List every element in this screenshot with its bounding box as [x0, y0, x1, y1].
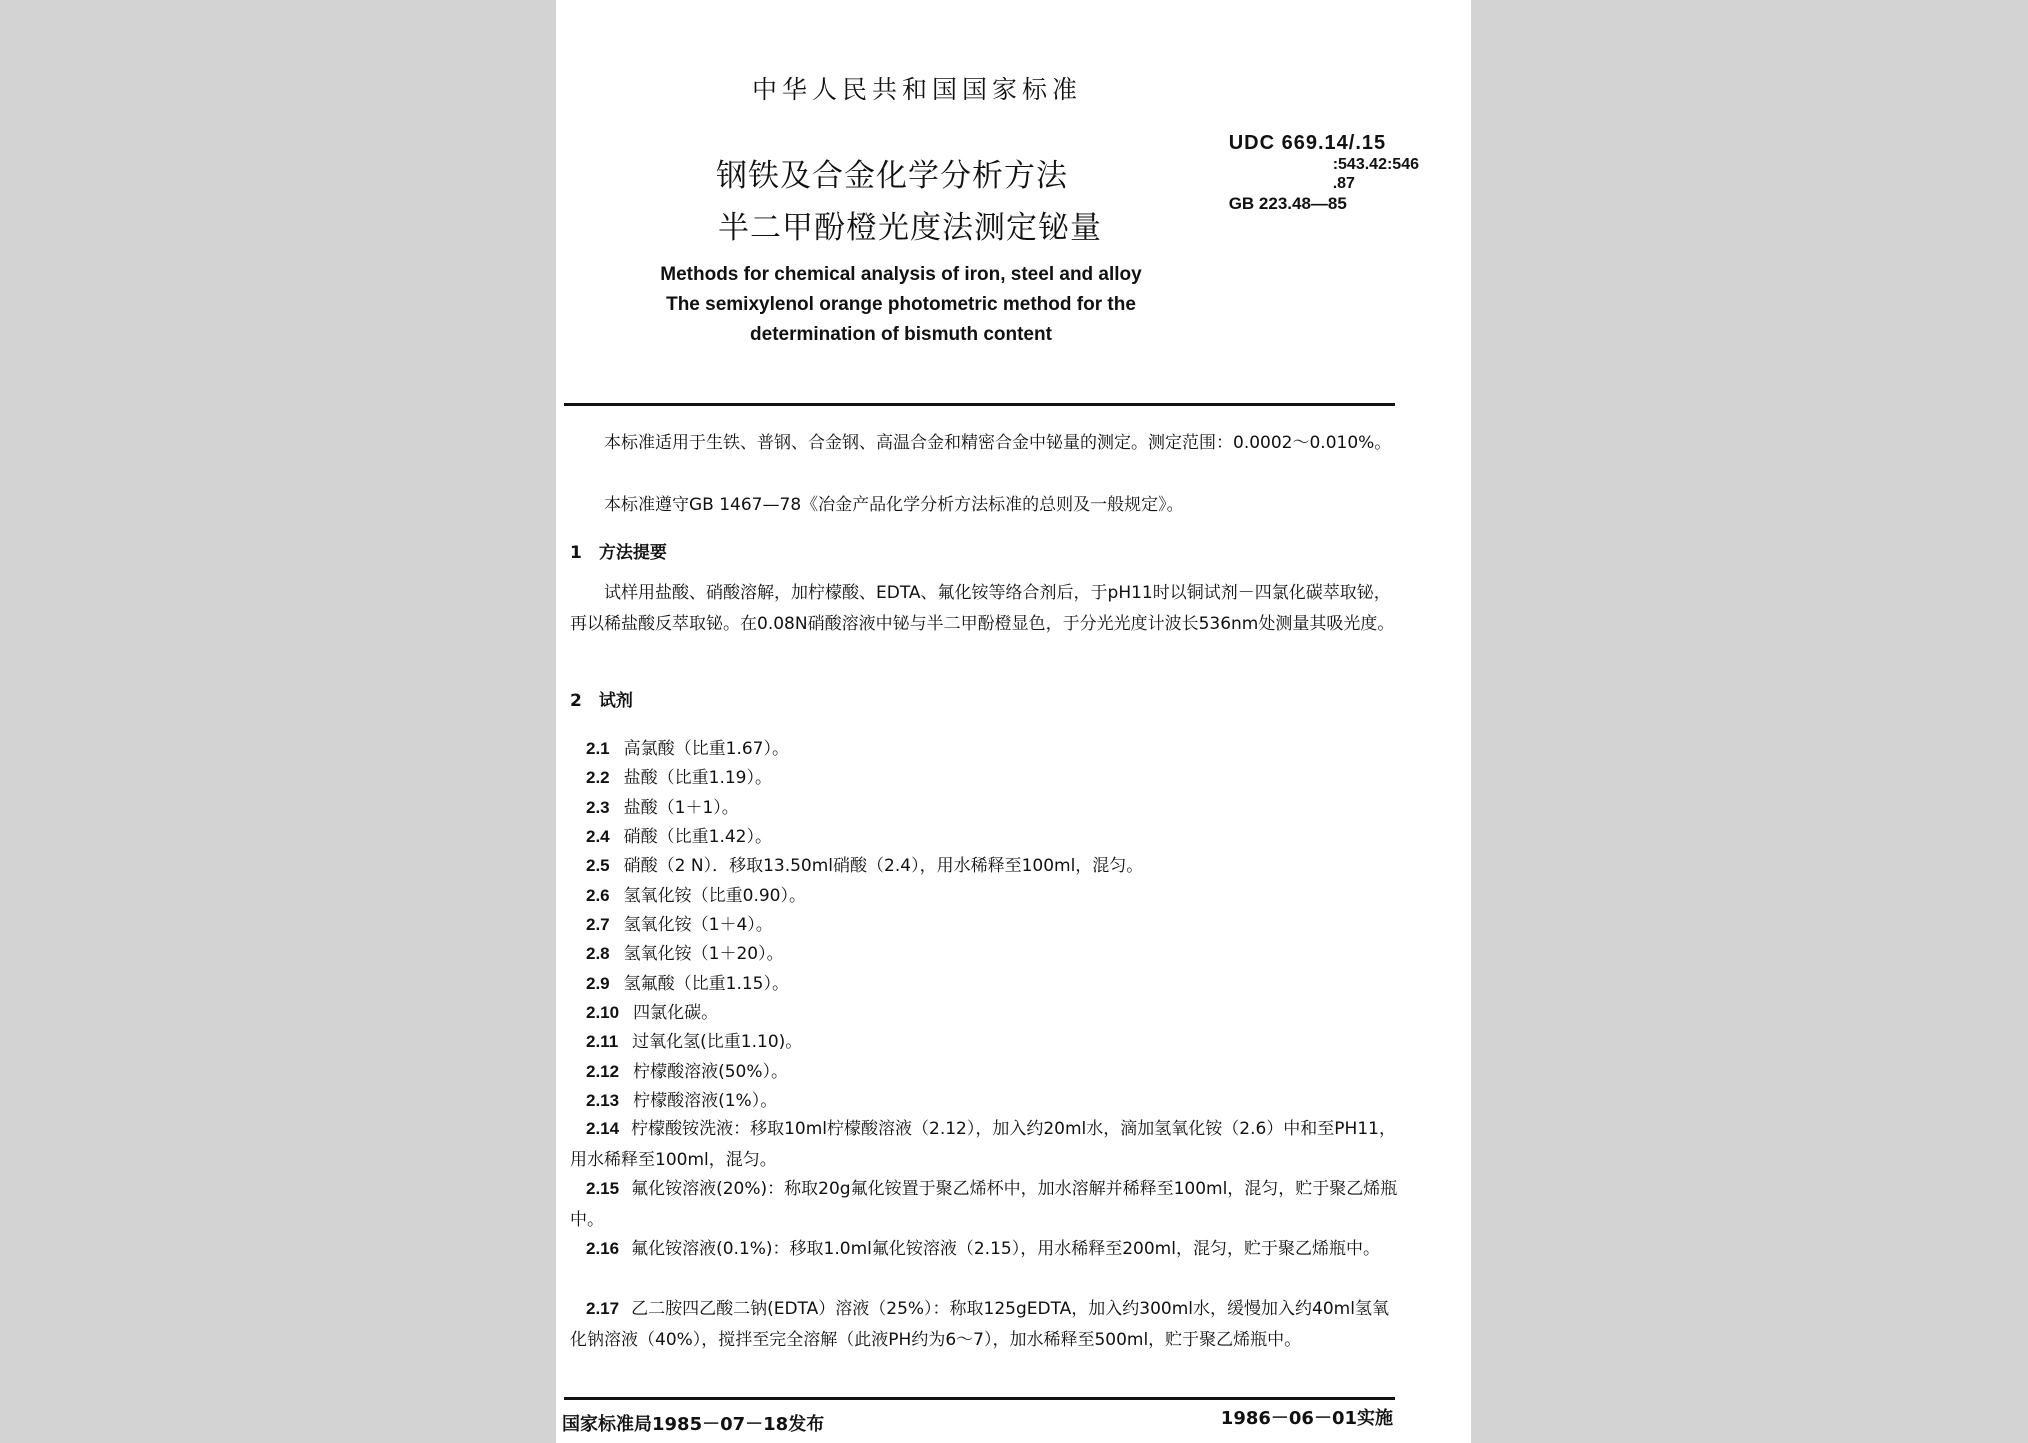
reagent-number: 2.17 [586, 1299, 620, 1318]
udc-code-line3: .87 [1332, 175, 1355, 192]
title-cn-line2: 半二甲酚橙光度法测定铋量 [718, 210, 1102, 246]
gb-number: GB 223.48—85 [1228, 194, 1347, 213]
reagent-number: 2.7 [586, 915, 610, 934]
reagent-number: 2.6 [586, 886, 610, 905]
reagent-item [586, 1057, 788, 1082]
reagent-text: 氟化铵溶液(20%)：称取20g氟化铵置于聚乙烯杯中，加水溶解并稀释至100ml，混匀，贮于聚乙烯瓶中。 [570, 1179, 1398, 1230]
reagent-text: 乙二胺四乙酸二钠(EDTA）溶液（25%）：称取125gEDTA，加入约300ml水，缓慢加入约40ml氢氧化钠溶液（40%），搅拌至完全溶解（此液PH约为6～7），加水稀释至500ml，贮于聚乙烯瓶中。 [570, 1299, 1389, 1350]
reagent-number: 2.8 [586, 944, 610, 963]
reagent-number: 2.10 [586, 1003, 620, 1022]
reagent-item-long [570, 1173, 1400, 1236]
effective-date: 1986－06－01实施 [1220, 1408, 1393, 1429]
reagent-number: 2.9 [586, 974, 610, 993]
title-en-line3: determination of bismuth content [750, 324, 1052, 345]
reagent-item [586, 763, 772, 788]
reagent-item [586, 822, 772, 847]
title-cn-line1: 钢铁及合金化学分析方法 [716, 158, 1068, 194]
reagent-text: 氢氟酸（比重1.15）。 [623, 974, 789, 994]
reagent-text: 氢氧化铵（比重0.90）。 [623, 886, 806, 906]
reagent-item-long [570, 1233, 1400, 1265]
header-divider [564, 403, 1395, 406]
reagent-number: 2.5 [586, 856, 610, 875]
reagent-item [586, 1027, 802, 1052]
reagent-number: 2.12 [586, 1062, 620, 1081]
reagent-item [586, 793, 739, 818]
scope-paragraph: 本标准适用于生铁、普钢、合金钢、高温合金和精密合金中铋量的测定。测定范围：0.0002～0.010%。 [604, 433, 1392, 453]
section-2-heading: 2 试剂 [570, 691, 633, 711]
reagent-item [586, 734, 789, 759]
country-standard-heading: 中华人民共和国国家标准 [752, 75, 1083, 104]
reagent-item [586, 969, 789, 994]
section-1-text: 试样用盐酸、硝酸溶解，加柠檬酸、EDTA、氟化铵等络合剂后，于pH11时以铜试剂－四氯化碳萃取铋，再以稀盐酸反萃取铋。在0.08N硝酸溶液中铋与半二甲酚橙显色，于分光光度计波长536nm处测量其吸光度。 [570, 583, 1395, 634]
reagent-text: 盐酸（比重1.19）。 [623, 768, 772, 788]
title-en-line1: Methods for chemical analysis of iron, steel and alloy [660, 264, 1142, 285]
reagent-number: 2.14 [586, 1119, 620, 1138]
reagent-number: 2.4 [586, 827, 610, 846]
reagent-item-long [570, 1293, 1400, 1356]
reagent-number: 2.13 [586, 1091, 620, 1110]
reagent-text: 氟化铵溶液(0.1%)：移取1.0ml氟化铵溶液（2.15），用水稀释至200ml，混匀，贮于聚乙烯瓶中。 [631, 1239, 1380, 1259]
reagent-text: 四氯化碳。 [633, 1003, 719, 1023]
reagent-text: 氢氧化铵（1＋20）。 [623, 944, 784, 964]
reagent-text: 盐酸（1＋1）。 [623, 798, 739, 818]
reagent-item [586, 1086, 777, 1111]
reagent-item [586, 851, 1143, 876]
classification-codes [1229, 132, 1419, 215]
reagent-item [586, 881, 806, 906]
reagent-number: 2.2 [586, 768, 610, 787]
reagent-number: 2.1 [586, 739, 610, 758]
reagent-item [586, 910, 773, 935]
reagent-number: 2.15 [586, 1179, 620, 1198]
reagent-text: 柠檬酸溶液(1%）。 [633, 1091, 778, 1111]
issue-date: 国家标准局1985－07－18发布 [562, 1414, 825, 1435]
reagent-number: 2.16 [586, 1239, 620, 1258]
reagent-text: 柠檬酸铵洗液：移取10ml柠檬酸溶液（2.12），加入约20ml水，滴加氢氧化铵（2.6）中和至PH11，用水稀释至100ml，混匀。 [570, 1119, 1396, 1170]
reagent-text: 硝酸（比重1.42）。 [623, 827, 772, 847]
compliance-paragraph: 本标准遵守GB 1467—78《冶金产品化学分析方法标准的总则及一般规定》。 [604, 495, 1184, 515]
title-en-line2: The semixylenol orange photometric method for the [666, 294, 1136, 315]
footer-divider [564, 1397, 1395, 1400]
document-page [556, 0, 1471, 1443]
reagent-text: 硝酸（2 N）．移取13.50ml硝酸（2.4），用水稀释至100ml，混匀。 [623, 856, 1144, 876]
section-1-heading: 1 方法提要 [570, 543, 667, 563]
reagent-text: 过氧化氢(比重1.10)。 [632, 1032, 803, 1052]
reagent-number: 2.3 [586, 798, 610, 817]
reagent-number: 2.11 [586, 1032, 619, 1051]
reagent-item-long [570, 1113, 1400, 1176]
reagent-text: 氢氧化铵（1＋4）。 [623, 915, 773, 935]
udc-code-line2: :543.42:546 [1332, 156, 1419, 173]
reagent-item [586, 998, 718, 1023]
udc-code-line1: UDC 669.14/.15 [1228, 132, 1387, 154]
reagent-text: 高氯酸（比重1.67）。 [623, 739, 789, 759]
reagent-item [586, 939, 784, 964]
reagent-text: 柠檬酸溶液(50%）。 [633, 1062, 789, 1082]
